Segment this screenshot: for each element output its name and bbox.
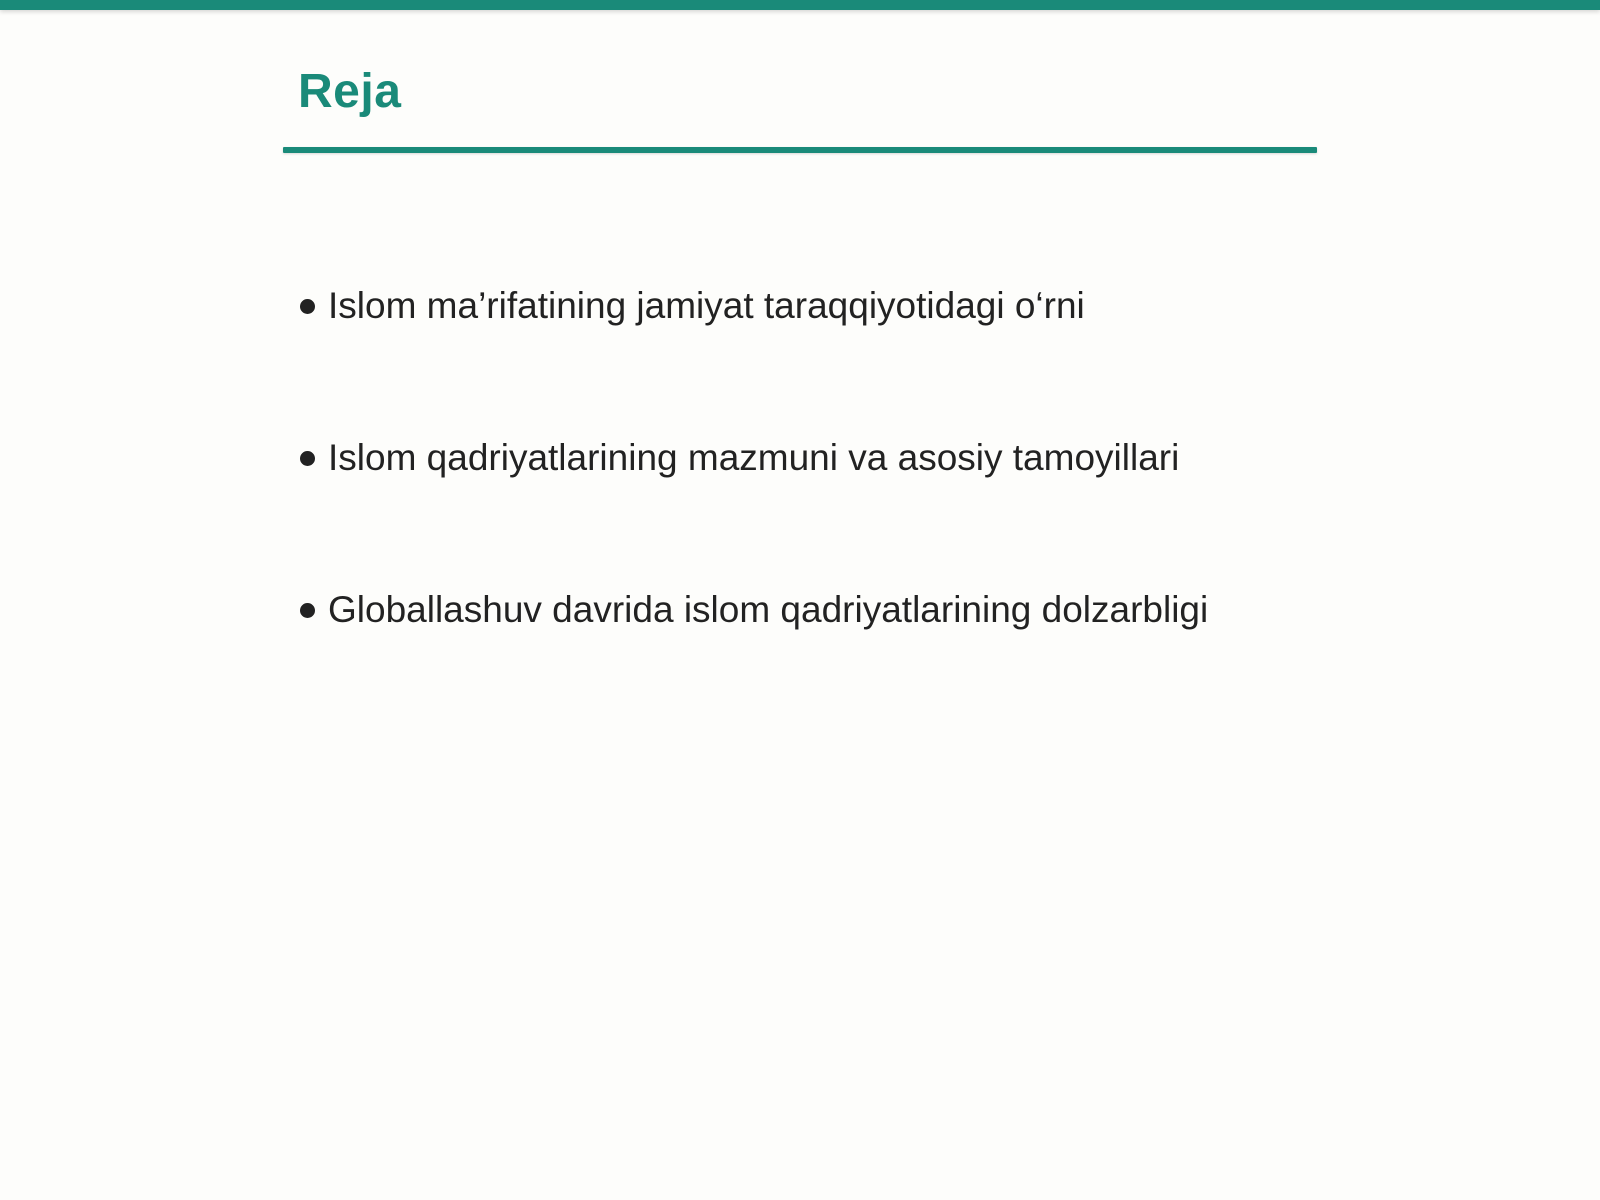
top-accent-bar: [0, 0, 1600, 10]
list-item: [300, 584, 1208, 736]
bullet-icon: [300, 603, 315, 618]
bullet-text: Globallashuv davrida islom qadriyatlarining dolzarbligi: [328, 589, 1209, 630]
bullet-text: Islom qadriyatlarining mazmuni va asosiy tamoyillari: [328, 437, 1180, 478]
title-underline: [283, 147, 1317, 153]
slide-title: Reja: [298, 65, 402, 118]
bullet-icon: [300, 299, 315, 314]
list-item: [300, 280, 1208, 432]
bullet-list: [300, 280, 1208, 736]
list-item: [300, 432, 1208, 584]
bullet-text: Islom ma’rifatining jamiyat taraqqiyotidagi o‘rni: [328, 285, 1085, 326]
bullet-icon: [300, 451, 315, 466]
